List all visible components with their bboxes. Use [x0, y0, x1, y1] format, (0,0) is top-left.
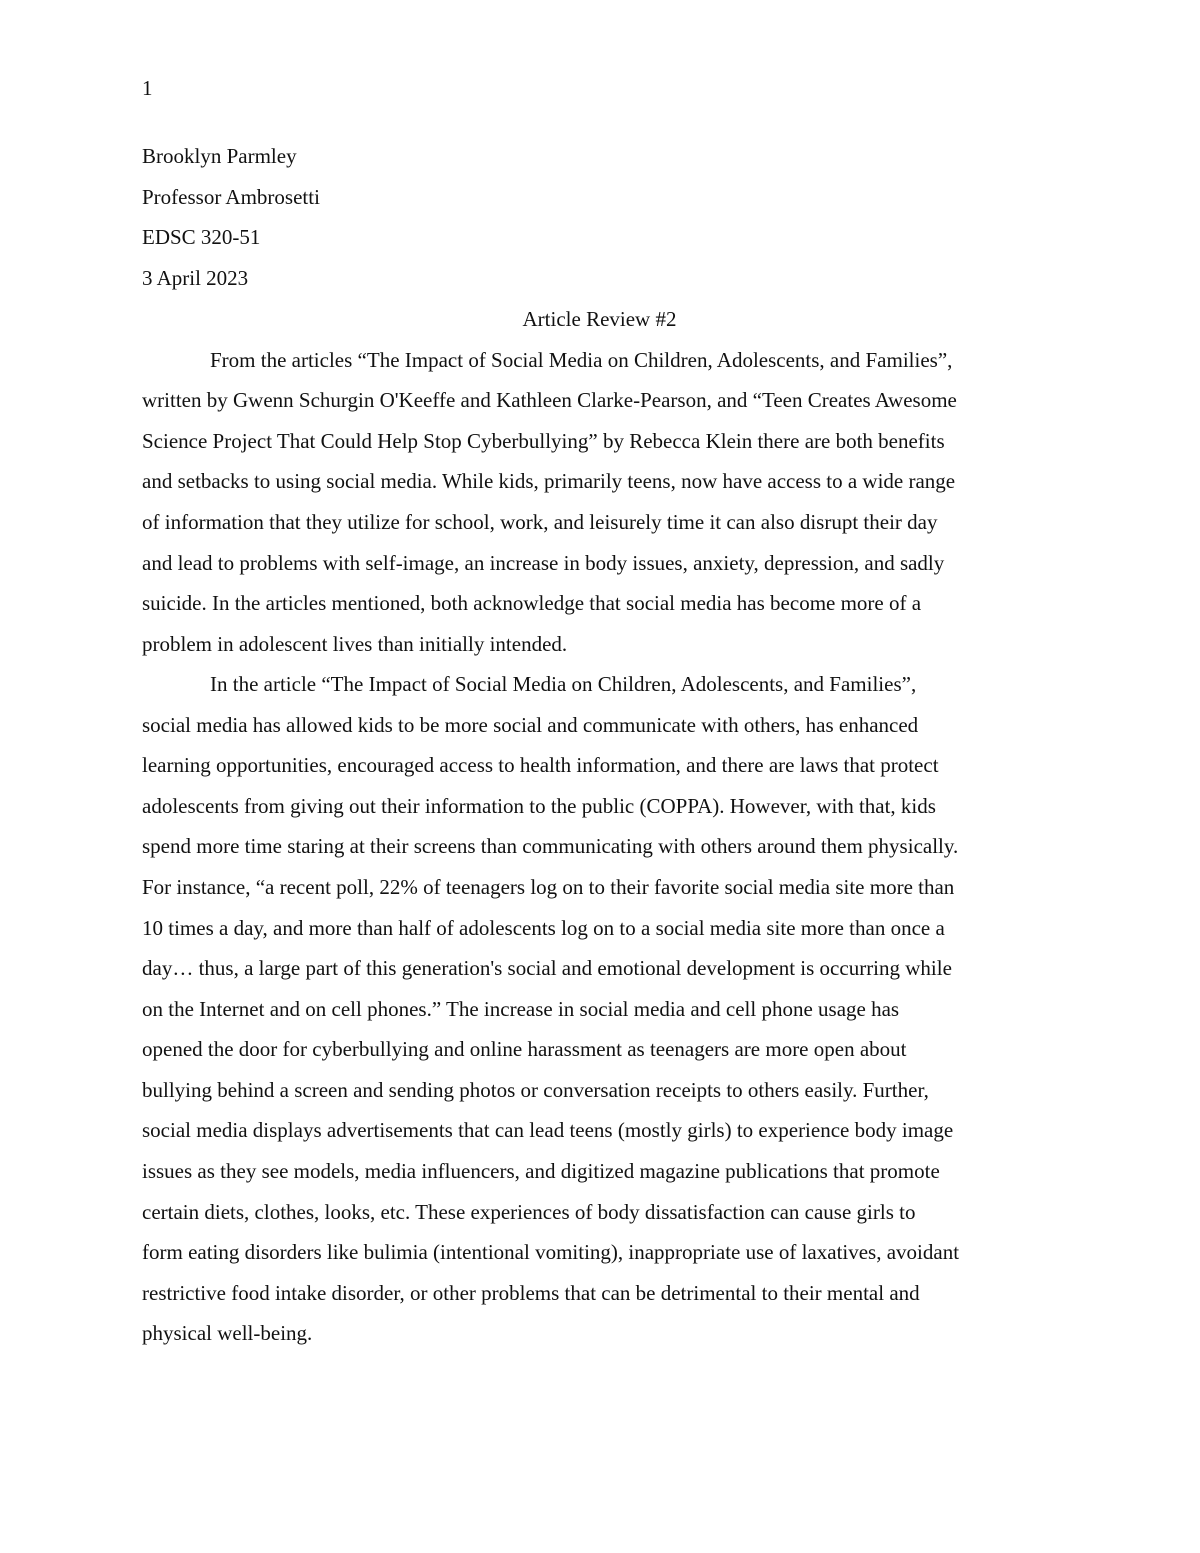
- paragraph-2-line-8: day… thus, a large part of this generation's social and emotional development is occurring while: [142, 956, 952, 980]
- paragraph-1-line-3: Science Project That Could Help Stop Cyberbullying” by Rebecca Klein there are both benefits: [142, 429, 945, 453]
- paragraph-2-line-6: For instance, “a recent poll, 22% of teenagers log on to their favorite social media site more than: [142, 875, 955, 899]
- paragraph-2-line-4: adolescents from giving out their information to the public (COPPA). However, with that, kids: [142, 794, 936, 818]
- paragraph-1-line-6: and lead to problems with self-image, an increase in body issues, anxiety, depression, and sadly: [142, 551, 945, 575]
- paragraph-1-line-1: From the articles “The Impact of Social Media on Children, Adolescents, and Families”,: [210, 348, 953, 372]
- author-name: Brooklyn Parmley: [142, 144, 297, 168]
- paragraph-1-line-8: problem in adolescent lives than initially intended.: [142, 632, 568, 656]
- document-date: 3 April 2023: [142, 265, 249, 290]
- paragraph-1-line-5: of information that they utilize for school, work, and leisurely time it can also disrupt their day: [142, 510, 938, 534]
- paragraph-2-line-5: spend more time staring at their screens than communicating with others around them physically.: [142, 834, 959, 858]
- paragraph-2-line-11: bullying behind a screen and sending photos or conversation receipts to others easily. Further,: [142, 1078, 929, 1102]
- mla-header: [142, 142, 1062, 304]
- paragraph-2-line-17: physical well-being.: [142, 1321, 313, 1345]
- paragraph-2-line-9: on the Internet and on cell phones.” The increase in social media and cell phone usage has: [142, 997, 900, 1021]
- professor-name: Professor Ambrosetti: [142, 184, 320, 209]
- paragraph-2-line-1: In the article “The Impact of Social Media on Children, Adolescents, and Families”,: [210, 672, 917, 696]
- paragraph-2-line-3: learning opportunities, encouraged access to health information, and there are laws that protect: [142, 753, 939, 777]
- paragraph-2-line-16: restrictive food intake disorder, or other problems that can be detrimental to their mental and: [142, 1281, 920, 1305]
- paragraph-2-line-15: form eating disorders like bulimia (intentional vomiting), inappropriate use of laxatives, avoidant: [142, 1240, 960, 1264]
- course-code: EDSC 320-51: [142, 225, 261, 250]
- paragraph-2-line-13: issues as they see models, media influencers, and digitized magazine publications that promote: [142, 1159, 940, 1183]
- paragraph-2-line-7: 10 times a day, and more than half of adolescents log on to a social media site more than once a: [142, 916, 945, 940]
- paragraph-1-line-7: suicide. In the articles mentioned, both acknowledge that social media has become more of a: [142, 591, 922, 615]
- paragraph-2-line-12: social media displays advertisements that can lead teens (mostly girls) to experience body image: [142, 1118, 954, 1142]
- paragraph-1-line-2: written by Gwenn Schurgin O'Keeffe and Kathleen Clarke-Pearson, and “Teen Creates Awesome: [142, 388, 957, 412]
- paragraph-2-line-14: certain diets, clothes, looks, etc. These experiences of body dissatisfaction can cause girls to: [142, 1200, 916, 1224]
- page-number: 1: [142, 76, 153, 100]
- paragraph-2-line-10: opened the door for cyberbullying and online harassment as teenagers are more open about: [142, 1037, 907, 1061]
- paragraph-1-line-4: and setbacks to using social media. While kids, primarily teens, now have access to a wide range: [142, 469, 956, 493]
- paragraph-2-line-2: social media has allowed kids to be more social and communicate with others, has enhanced: [142, 713, 919, 737]
- document-title: Article Review #2: [522, 307, 677, 331]
